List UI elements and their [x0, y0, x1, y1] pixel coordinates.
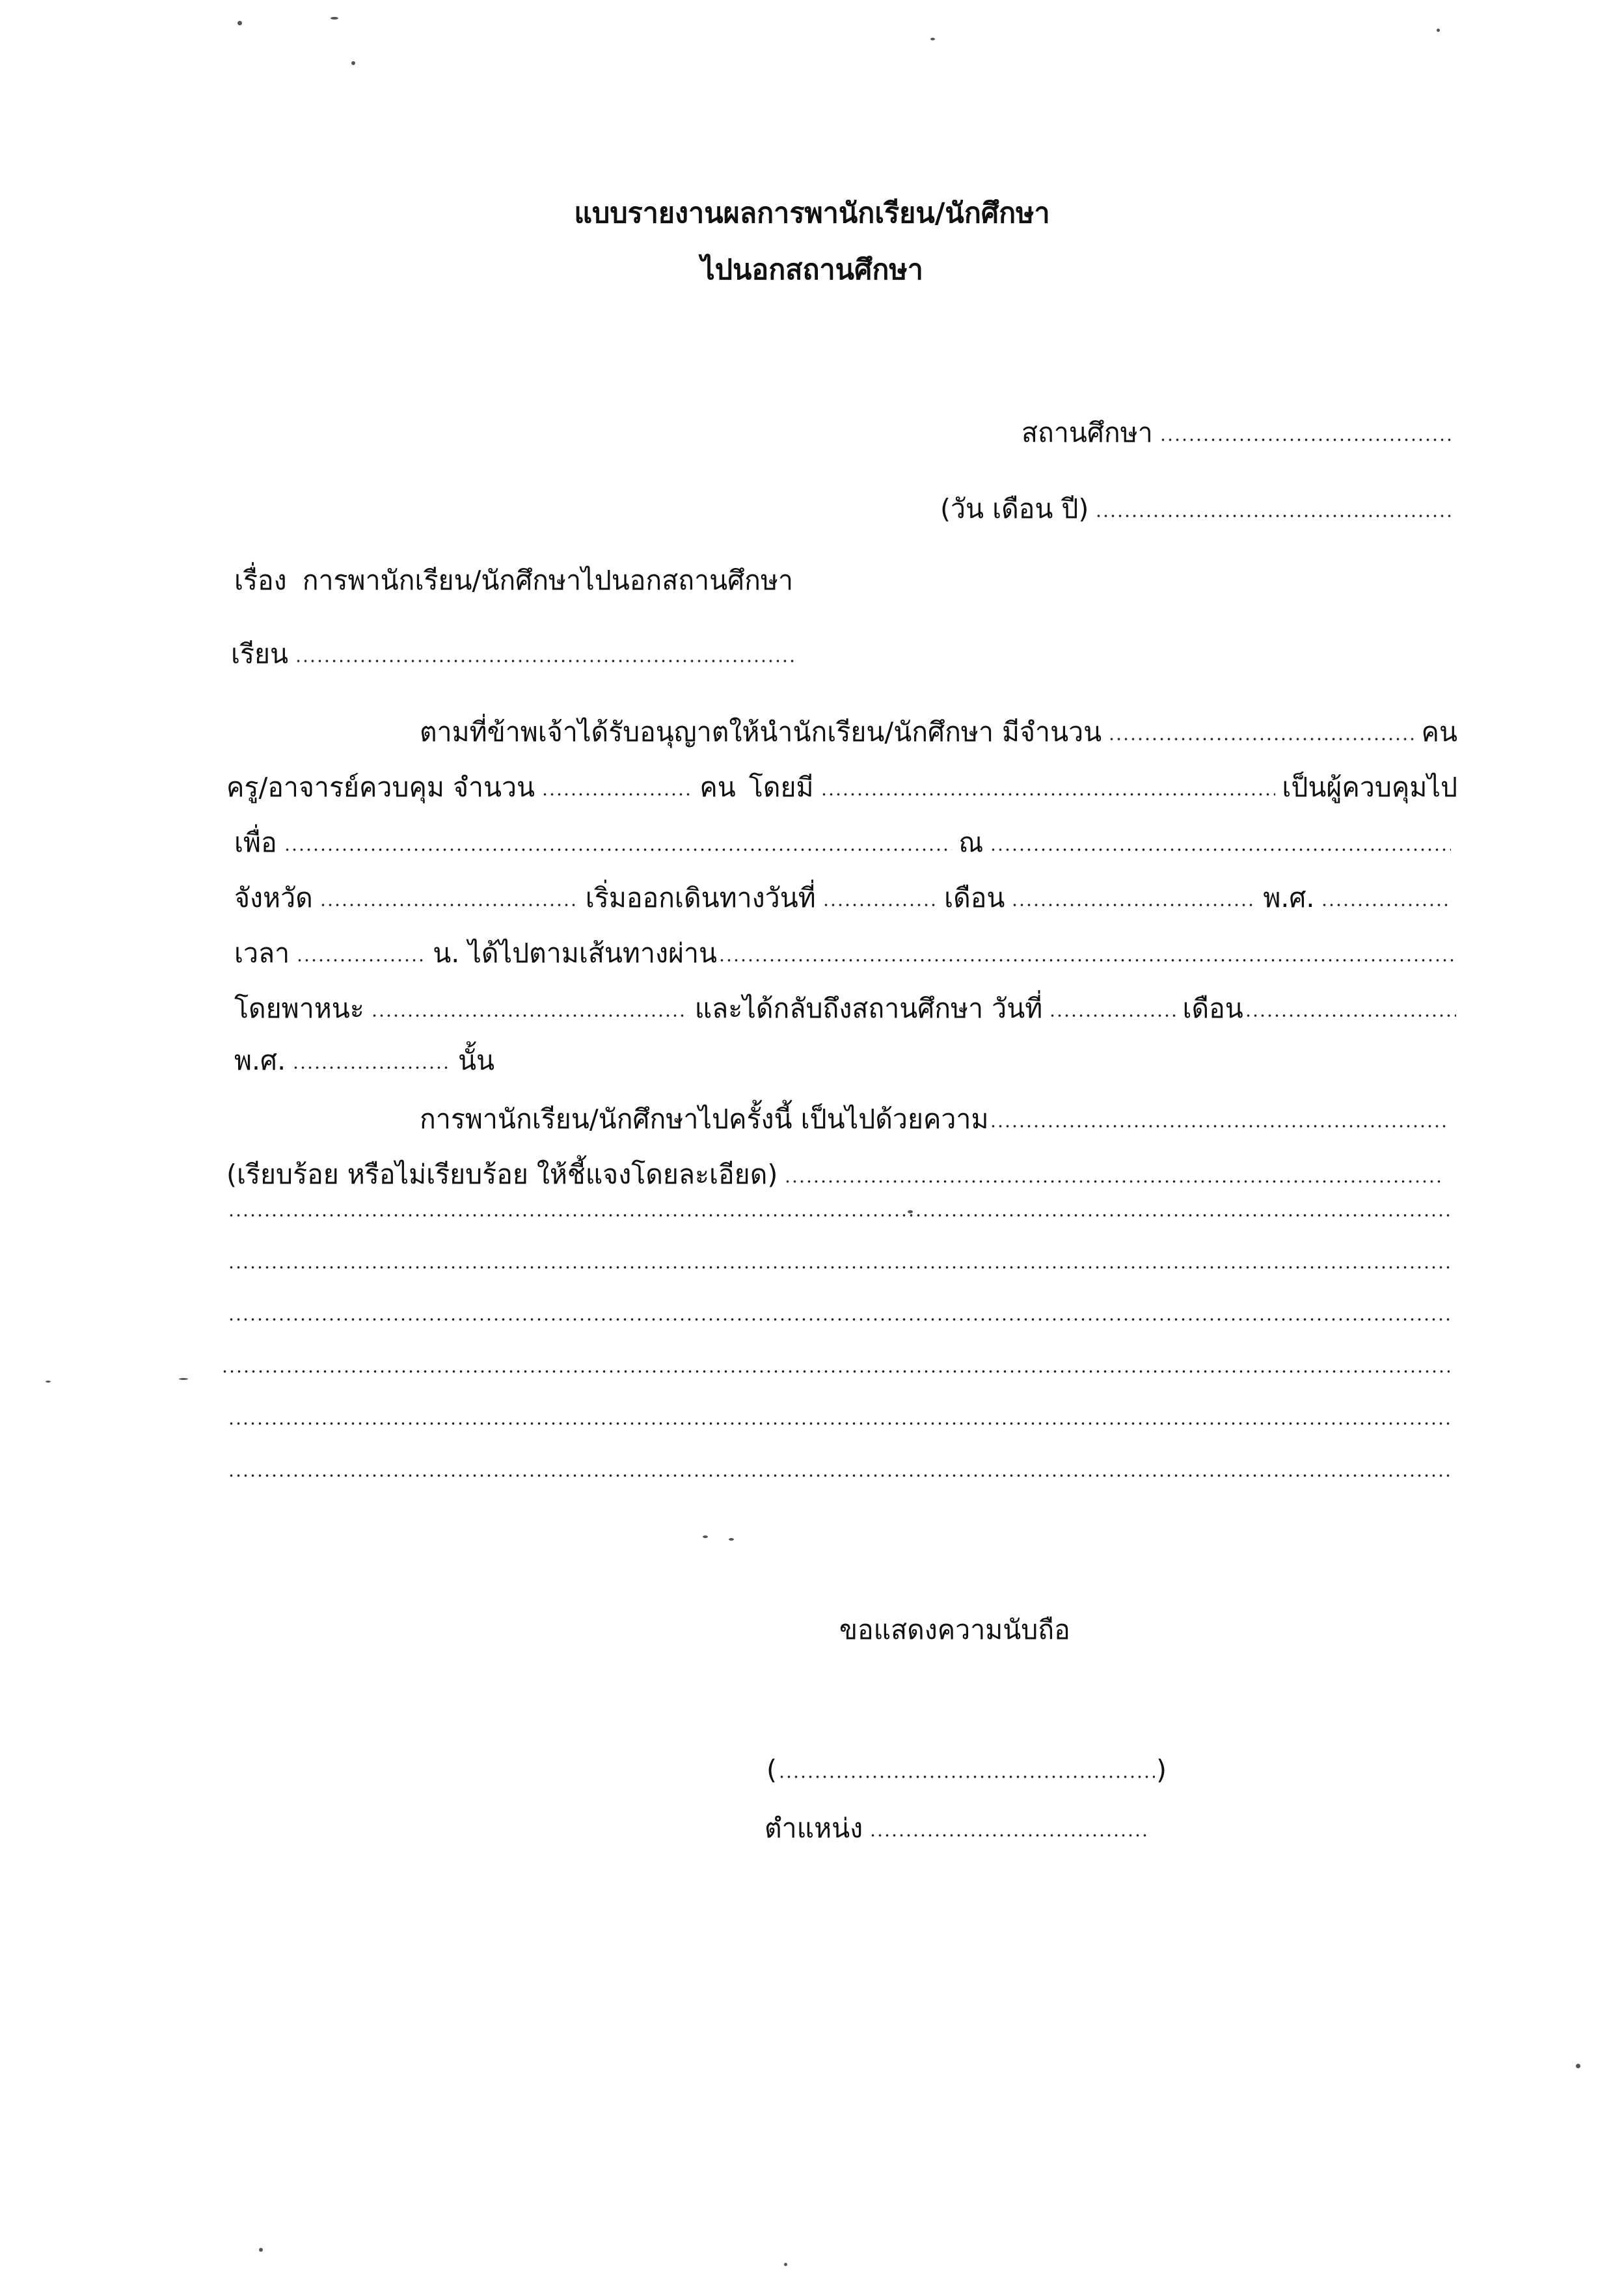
subject-text: การพานักเรียน/นักศึกษาไปนอกสถานศึกษา: [302, 565, 794, 596]
line7-end-text: นั้น: [457, 1045, 494, 1076]
teacher-count-field[interactable]: [541, 792, 693, 797]
return-year-field[interactable]: [292, 1065, 452, 1070]
body-line-1: [420, 716, 1457, 748]
detail-line-3: [226, 1319, 1451, 1326]
detail-blank-line[interactable]: [228, 1265, 1450, 1270]
signature-name-field[interactable]: [778, 1774, 1155, 1779]
result-field[interactable]: [990, 1124, 1450, 1129]
start-day-field[interactable]: [822, 902, 938, 908]
body-line-2: [226, 774, 1457, 801]
return-day-label: และได้กลับถึงสถานศึกษา วันที่: [694, 993, 1043, 1024]
supervisor-label: โดยมี: [748, 772, 814, 803]
school-label: สถานศึกษา: [1022, 417, 1153, 448]
student-count-field[interactable]: [1108, 736, 1414, 742]
time-field[interactable]: [296, 958, 426, 963]
start-month-label: เดือน: [944, 882, 1005, 913]
scan-speck: [908, 1210, 913, 1213]
scan-speck: [1576, 2064, 1580, 2068]
form-title-line2: ไปนอกสถานศึกษา: [701, 254, 923, 286]
scan-speck: [179, 1378, 188, 1380]
province-label: จังหวัด: [234, 882, 313, 913]
detail-row: [226, 1161, 1451, 1188]
detail-blank-line[interactable]: [228, 1213, 1450, 1218]
body-line-1-text: ตามที่ข้าพเจ้าได้รับอนุญาตให้นำนักเรียน/นักศึกษา มีจำนวน: [420, 716, 1102, 748]
start-day-label: เริ่มออกเดินทางวันที่: [585, 882, 816, 913]
detail-blank-line[interactable]: [228, 1317, 1450, 1322]
supervisor-end-text: เป็นผู้ควบคุมไป: [1282, 772, 1457, 803]
return-day-field[interactable]: [1049, 1013, 1176, 1018]
position-row: [765, 1815, 1155, 1842]
time-label: เวลา: [234, 938, 290, 969]
detail-label: (เรียบร้อย หรือไม่เรียบร้อย ให้ชี้แจงโดยละเอียด): [226, 1159, 778, 1190]
regards-text: ขอแสดงความนับถือ: [839, 1614, 1070, 1645]
start-year-label: พ.ศ.: [1263, 882, 1315, 913]
vehicle-label: โดยพาหนะ: [234, 993, 364, 1024]
teacher-count-label: ครู/อาจารย์ควบคุม จำนวน: [226, 772, 535, 803]
detail-line-4: [220, 1371, 1451, 1378]
scan-speck: [237, 21, 242, 25]
subject-row: [234, 567, 793, 594]
signature-close-paren: ): [1156, 1754, 1167, 1785]
scan-speck: [784, 2263, 787, 2266]
return-month-label: เดือน: [1182, 993, 1243, 1024]
scan-speck: [259, 2248, 263, 2252]
detail-field[interactable]: [784, 1179, 1444, 1184]
start-month-field[interactable]: [1011, 902, 1256, 908]
to-row: [231, 638, 804, 669]
detail-line-6: [226, 1476, 1451, 1482]
return-month-field[interactable]: [1245, 1013, 1456, 1018]
date-row: [940, 493, 1457, 524]
detail-blank-line[interactable]: [221, 1369, 1450, 1374]
detail-line-5: [226, 1424, 1451, 1430]
scan-speck: [729, 1538, 734, 1541]
result-row: [420, 1103, 1451, 1135]
body-line-4: [234, 882, 1457, 913]
to-field[interactable]: [295, 658, 797, 664]
result-label: การพานักเรียน/นักศึกษาไปครั้งนี้ เป็นไปด้วยความ: [420, 1103, 989, 1135]
supervisor-field[interactable]: [820, 792, 1276, 797]
detail-line-2: [226, 1267, 1451, 1274]
scan-speck: [930, 38, 935, 40]
to-label: เรียน: [231, 638, 289, 669]
scan-speck: [46, 1381, 51, 1383]
purpose-label: เพื่อ: [234, 827, 277, 858]
detail-line-1: [226, 1215, 1451, 1222]
body-line-5: [234, 940, 1457, 967]
signature-row: [766, 1754, 1167, 1785]
form-title-line1: แบบรายงานผลการพานักเรียน/นักศึกษา: [574, 197, 1050, 230]
route-label: น. ได้ไปตามเส้นทางผ่าน: [433, 938, 718, 969]
route-field[interactable]: [718, 958, 1456, 963]
purpose-field[interactable]: [284, 847, 953, 852]
school-field[interactable]: [1159, 437, 1451, 442]
body-line-3: [234, 827, 1457, 858]
scan-speck: [703, 1535, 708, 1538]
place-label: ณ: [958, 827, 984, 858]
scan-speck: [351, 61, 355, 65]
scan-speck: [1437, 29, 1440, 32]
return-year-label: พ.ศ.: [234, 1045, 286, 1076]
date-label: (วัน เดือน ปี): [940, 493, 1089, 524]
vehicle-field[interactable]: [371, 1013, 688, 1018]
signature-open-paren: (: [766, 1754, 777, 1785]
detail-blank-line[interactable]: [228, 1473, 1450, 1478]
position-field[interactable]: [869, 1833, 1148, 1838]
place-field[interactable]: [990, 847, 1451, 852]
teacher-unit: คน: [699, 772, 736, 803]
student-unit: คน: [1421, 716, 1457, 748]
province-field[interactable]: [319, 902, 579, 908]
start-year-field[interactable]: [1321, 902, 1451, 908]
body-line-6: [234, 995, 1457, 1022]
body-line-7: [234, 1047, 494, 1074]
subject-label: เรื่อง: [234, 565, 287, 596]
detail-blank-line[interactable]: [228, 1421, 1450, 1426]
school-row: [1022, 417, 1457, 448]
date-field[interactable]: [1095, 513, 1451, 519]
regards-row: [839, 1614, 1070, 1645]
position-label: ตำแหน่ง: [765, 1813, 863, 1844]
scan-speck: [331, 17, 338, 20]
